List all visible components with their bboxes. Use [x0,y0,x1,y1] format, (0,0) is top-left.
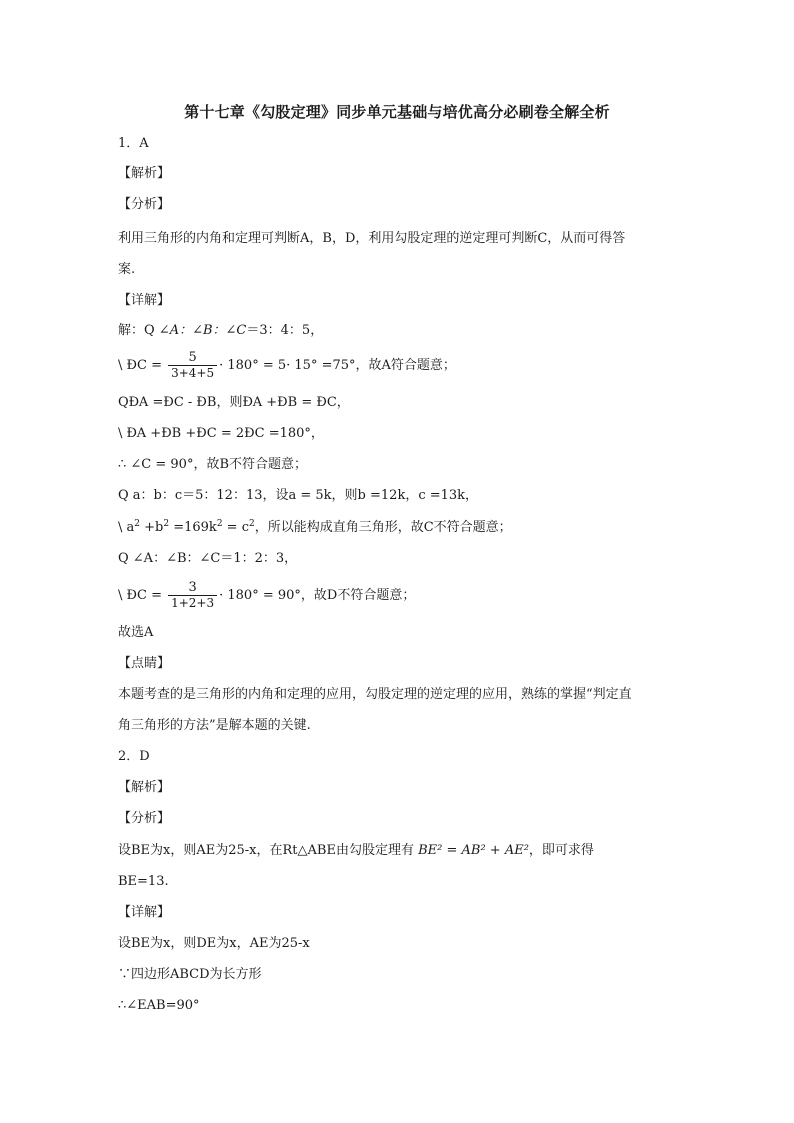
q1-analysis-line-2: 案. [118,262,136,277]
q1-solution-line-7: \ $a^2 +b^2 =169k^2 = c^2$，所以能构成直角三角形，故C不符合题意； [118,519,512,535]
q1-comment-line-1: 本题考查的是三角形的内角和定理的应用，勾股定理的逆定理的应用，熟练的掌握“判定直 [118,687,632,702]
question-2-number: 2．D [118,749,150,764]
q1-solution-line-5: ∴ ∠C = 90°，故B不符合题意； [118,457,307,472]
q1-xiangjie-heading: 【详解】 [118,293,171,308]
q1-solution-line-2: \ ÐC = $\frac{5}{3+4+5}$ · 180° = 5· 15° =75°，故A符合题意； [118,350,456,380]
q1-fenxi-heading: 【分析】 [118,197,171,212]
q1-solution-line-6: Q a：b：c＝5：12：13，设a = 5k，则b =12k，c =13k， [118,488,479,503]
q1-jiexi-heading: 【解析】 [118,166,171,181]
q1-solution-line-3: QÐA =ÐC - ÐB，则ÐA +ÐB = ÐC， [118,395,350,410]
fraction: $\frac{3}{1+2+3}$ [168,580,217,611]
q1-solution-line-1: 解：Q ∠A：∠B：∠C＝3：4：5， [118,323,324,338]
q2-detail-line-3: ∴∠EAB=90° [118,998,200,1013]
question-1-number: 1．A [118,136,149,151]
q1-dianjing-heading: 【点睛】 [118,656,171,671]
q2-xiangjie-heading: 【详解】 [118,905,171,920]
q1-comment-line-2: 角三角形的方法”是解本题的关键. [118,718,311,733]
q2-analysis-line-1: 设BE为x，则AE为25-x，在Rt△ABE由勾股定理有 BE² = AB² + AE²，即可求得 [118,843,594,858]
q1-solution-line-9: \ ÐC = $\frac{3}{1+2+3}$ · 180° = 90°，故D不符合题意； [118,580,416,610]
q2-detail-line-1: 设BE为x，则DE为x，AE为25-x [118,936,310,951]
q1-solution-line-10: 故选A [118,625,154,640]
q2-jiexi-heading: 【解析】 [118,780,171,795]
q2-detail-line-2: ∵四边形ABCD为长方形 [118,967,262,982]
q2-fenxi-heading: 【分析】 [118,811,171,826]
q1-solution-line-8: Q ∠A：∠B：∠C＝1：2：3， [118,551,298,566]
q1-solution-line-4: \ ÐA +ÐB +ÐC = 2ÐC =180°， [118,426,324,441]
q1-analysis-line-1: 利用三角形的内角和定理可判断A，B，D，利用勾股定理的逆定理可判断C，从而可得答 [118,231,626,246]
page-title: 第十七章《勾股定理》同步单元基础与培优高分必刷卷全解全析 [184,103,610,121]
q2-analysis-line-2: BE=13. [118,874,169,889]
fraction: $\frac{5}{3+4+5}$ [168,350,217,381]
